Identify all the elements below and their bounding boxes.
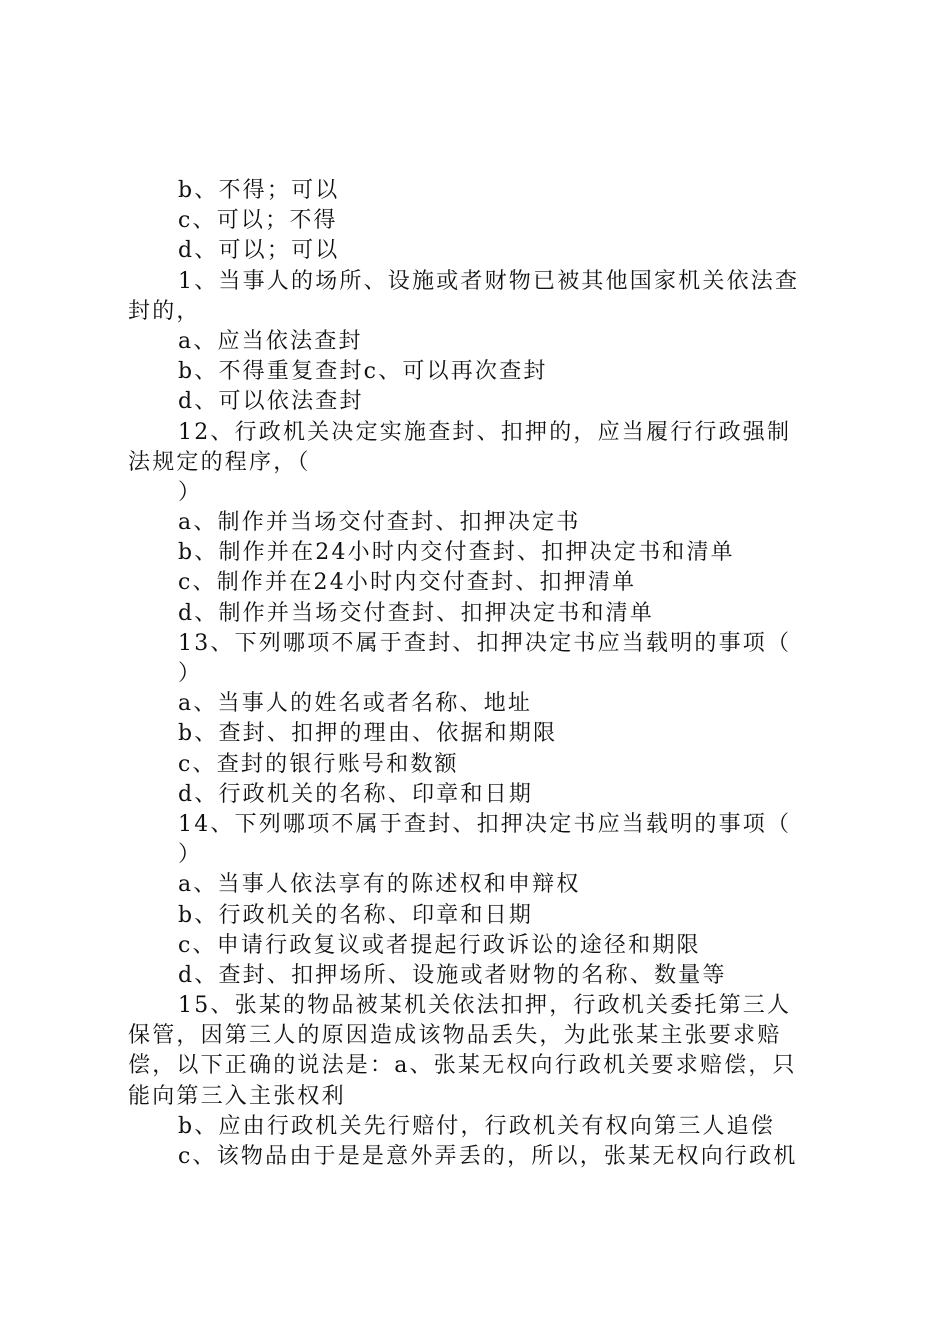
text-line: c、制作并在24小时内交付查封、扣押清单 [178,570,637,596]
text-line: ） [178,661,203,686]
text-line: d、查封、扣押场所、设施或者财物的名称、数量等 [178,962,727,988]
text-line: b、行政机关的名称、印章和日期 [178,902,534,928]
text-line: 偿，以下正确的说法是：a、张某无权向行政机关要求赔偿，只 [128,1053,797,1079]
text-line: 15、张某的物品被某机关依法扣押，行政机关委托第三人 [178,993,792,1019]
text-line: b、查封、扣押的理由、依据和期限 [178,721,558,747]
text-line: a、制作并当场交付查封、扣押决定书 [178,510,581,536]
text-line: d、行政机关的名称、印章和日期 [178,781,534,807]
text-line: 保管，因第三人的原因造成该物品丢失，为此张某主张要求赔 [128,1023,782,1049]
text-line: 能向第三入主张权利 [128,1083,346,1109]
text-line: a、当事人的姓名或者名称、地址 [178,691,533,717]
text-line: ） [178,842,203,868]
text-line: d、可以依法查封 [178,389,364,415]
text-line: d、可以；可以 [178,238,340,264]
text-line: ） [178,479,203,505]
text-line: 13、下列哪项不属于查封、扣押决定书应当载明的事项（ [178,630,792,656]
text-line: c、可以；不得 [178,208,338,234]
text-line: a、应当依法查封 [178,328,363,354]
document-body [128,176,833,1172]
text-line: d、制作并当场交付查封、扣押决定书和清单 [178,600,655,626]
text-line: c、该物品由于是是意外弄丢的，所以，张某无权向行政机 [178,1144,798,1169]
text-line: 14、下列哪项不属于查封、扣押决定书应当载明的事项（ [178,811,792,837]
text-line: 法规定的程序，（ [128,449,311,475]
text-line: b、制作并在24小时内交付查封、扣押决定书和清单 [178,540,735,566]
text-line: b、不得重复查封c、可以再次查封 [178,359,548,385]
text-line: c、查封的银行账号和数额 [178,751,459,777]
text-line: a、当事人依法享有的陈述权和申辩权 [178,872,581,898]
text-line: 12、行政机关决定实施查封、扣押的，应当履行行政强制 [178,419,792,445]
text-line: c、申请行政复议或者提起行政诉讼的途径和期限 [178,932,701,958]
text-line: b、不得；可以 [178,178,340,203]
text-line: 封的， [128,298,201,324]
text-line: 1、当事人的场所、设施或者财物已被其他国家机关依法查 [178,268,800,294]
text-line: b、应由行政机关先行赔付，行政机关有权向第三人追偿 [178,1113,776,1139]
